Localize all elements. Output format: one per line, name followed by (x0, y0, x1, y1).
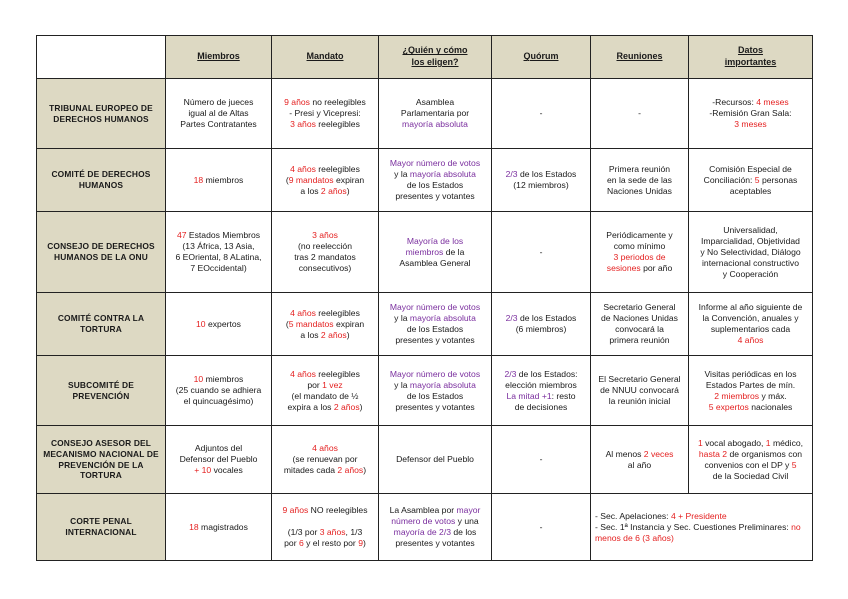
text: (1/3 por (287, 527, 320, 537)
cell-quien (379, 79, 492, 149)
cell-reuniones (591, 293, 689, 356)
text: 9 mandatos (288, 174, 334, 185)
text: sesiones (606, 263, 641, 273)
col-header-datos-line1: Datos (737, 45, 763, 56)
cell-quien (379, 356, 492, 426)
cell-miembros (166, 293, 272, 356)
table-row (37, 79, 813, 149)
text: no reelegibles (309, 97, 366, 107)
text: reelegibles (315, 163, 360, 174)
cell-miembros (166, 79, 272, 149)
text: médico, (770, 437, 804, 448)
table-row (37, 494, 813, 561)
text: expiran (333, 318, 365, 329)
text: miembros (203, 174, 244, 185)
text: la Convención, anuales y (702, 313, 799, 323)
text: (se renuevan por (292, 454, 358, 464)
text: por (307, 379, 323, 390)
text: 18 (193, 174, 204, 185)
row-header-cpi: CORTE PENAL INTERNACIONAL (37, 494, 166, 561)
text: 2/3 (504, 368, 517, 379)
text: reelegibles (315, 307, 360, 318)
text: de la Sociedad Civil (712, 470, 789, 481)
text: de los Estados (517, 313, 577, 323)
text: primera reunión (609, 335, 670, 345)
cell-datos (689, 79, 813, 149)
col-header-quorum: Quórum (492, 36, 591, 79)
cell-reuniones: - (591, 79, 689, 149)
comparison-table (36, 35, 813, 561)
text: de los Estados (406, 324, 464, 334)
text: 6 EOriental, 8 ALatina, (175, 252, 262, 262)
cell-mandato (272, 79, 379, 149)
text: de los Estados (406, 180, 464, 190)
text: nacionales (748, 401, 793, 412)
text: 2 años (333, 401, 360, 412)
corner-cell (37, 36, 166, 79)
text: presentes y votantes (395, 335, 475, 345)
col-header-quien (379, 36, 492, 79)
text: -Remisión Gran Sala: (709, 108, 792, 118)
cell-reuniones (591, 212, 689, 293)
text: ) (362, 538, 366, 548)
text: 2 veces (643, 448, 674, 459)
text: reelegibles (315, 119, 360, 129)
text: presentes y votantes (395, 191, 475, 201)
text: (no reelección (298, 241, 352, 251)
text: - Presi y Vicepresi: (289, 108, 361, 118)
cell-reuniones (591, 426, 689, 494)
cell-mandato (272, 149, 379, 212)
text: de organismos con (727, 448, 803, 459)
cell-quien (379, 293, 492, 356)
text: Comisión Especial de (709, 163, 792, 174)
cell-mandato (272, 212, 379, 293)
text: magistrados (198, 521, 248, 532)
text: a los (300, 329, 321, 340)
text: no menos de 6 (3 años) (595, 521, 801, 543)
text: Conciliación: (703, 174, 755, 185)
row-header-spt: SUBCOMITÉ DE PREVENCIÓN (37, 356, 166, 426)
text: 47 (176, 230, 187, 240)
table-row (37, 212, 813, 293)
text: mayoría de 2/3 (393, 527, 451, 537)
text: en la sede de las (607, 174, 672, 185)
text: ) (359, 401, 363, 412)
text: de NNUU convocará (600, 385, 679, 395)
text: 10 (193, 374, 204, 384)
text: de los (451, 527, 477, 537)
text: Al menos (605, 448, 644, 459)
text: mayoría absoluta (409, 313, 476, 323)
col-header-datos-line2: importantes (724, 57, 777, 67)
cell-datos (689, 149, 813, 212)
text: Naciones Unidas (607, 185, 672, 196)
row-header-tedh: TRIBUNAL EUROPEO DE DERECHOS HUMANOS (37, 79, 166, 149)
text: 2/3 (505, 169, 518, 179)
text: Mayor número de votos (389, 302, 481, 312)
text: (12 miembros) (513, 180, 569, 190)
text: a los (300, 185, 321, 196)
cell-quorum (492, 356, 591, 426)
col-header-datos (689, 36, 813, 79)
text: internacional constructivo (702, 257, 799, 268)
text: 2 años (320, 185, 347, 196)
text: Informe al año siguiente de (698, 302, 803, 312)
text: 2 miembros (714, 390, 760, 401)
text: (6 miembros) (515, 324, 567, 334)
text: La mitad +1 (506, 390, 552, 401)
table-row (37, 426, 813, 494)
text: Mayoría de los (406, 235, 464, 246)
cell-datos (689, 356, 813, 426)
text: Imparcialidad, Objetividad (701, 235, 800, 246)
text: - Sec. Apelaciones: (595, 510, 671, 521)
text: (el mandato de ½ (291, 390, 359, 401)
text: presentes y votantes (395, 538, 475, 548)
text: de la (443, 246, 465, 257)
cell-quien: Defensor del Pueblo (379, 426, 492, 494)
row-header-cdh: COMITÉ DE DERECHOS HUMANOS (37, 149, 166, 212)
text: Asamblea General (399, 257, 471, 268)
text: y el resto por (303, 538, 359, 548)
text: 4 meses (756, 97, 789, 107)
text: elección miembros (505, 379, 577, 390)
text: Parlamentaria por (400, 108, 470, 118)
text: 1 vez (322, 379, 343, 390)
text: y la (394, 313, 410, 323)
cell-miembros (166, 212, 272, 293)
text: 9 (358, 538, 363, 548)
text: 2 años (320, 329, 347, 340)
cell-quien (379, 212, 492, 293)
text: aceptables (729, 185, 772, 196)
text: de los Estados (517, 169, 577, 179)
text: Secretario General (603, 302, 676, 312)
text: ( (285, 174, 289, 185)
text: -Recursos: (712, 97, 757, 107)
text: 3 meses (734, 119, 767, 129)
text: la reunión inicial (608, 396, 671, 406)
text: mitades cada (283, 465, 338, 475)
text: 5 expertos (708, 401, 749, 412)
text: Periódicamente y (606, 230, 673, 240)
text: 5 (791, 459, 797, 470)
header-row (37, 36, 813, 79)
text: 4 años (290, 368, 316, 379)
text: el quincuagésimo) (183, 396, 254, 406)
text: Estados Miembros (186, 230, 261, 240)
cell-quorum (492, 293, 591, 356)
text: El Secretario General (598, 374, 681, 384)
text: expiran (333, 174, 365, 185)
text: Visitas periódicas en los (704, 368, 797, 379)
text: 1 (765, 437, 771, 448)
text: 6 (298, 538, 304, 548)
cell-mandato (272, 494, 379, 561)
text: tras 2 mandatos (294, 252, 356, 262)
text: 2 años (337, 465, 364, 475)
text: convenios con el DP y (704, 459, 792, 470)
text: por año (640, 263, 673, 273)
text: y No Selectividad, Diálogo (700, 246, 801, 257)
text: 7 EOccidental) (190, 263, 247, 273)
text: 5 mandatos (288, 318, 334, 329)
text: (13 África, 13 Asia, (182, 241, 255, 251)
row-header-cdh-onu: CONSEJO DE DERECHOS HUMANOS DE LA ONU (37, 212, 166, 293)
col-header-mandato: Mandato (272, 36, 379, 79)
cell-quien (379, 494, 492, 561)
text: Asamblea (415, 97, 455, 107)
text: convocará la (615, 324, 664, 334)
text: 5 (754, 174, 760, 185)
cell-quorum: - (492, 79, 591, 149)
text: número de votos (391, 516, 456, 526)
text: Universalidad, (723, 224, 778, 235)
cell-mandato (272, 356, 379, 426)
text: Estados Partes de mín. (705, 379, 796, 390)
cell-reuniones (591, 149, 689, 212)
text: personas (759, 174, 798, 185)
text: Partes Contratantes (180, 119, 257, 129)
text: de Naciones Unidas (601, 313, 678, 323)
text: - Sec. 1ª Instancia y Sec. Cuestiones Preliminares: (595, 521, 792, 532)
text: y la (394, 379, 410, 390)
col-header-quien-line1: ¿Quién y cómo (402, 45, 468, 56)
text: + (194, 465, 202, 475)
table-row (37, 356, 813, 426)
cell-datos (689, 293, 813, 356)
cell-quorum: - (492, 212, 591, 293)
cell-datos (689, 426, 813, 494)
text: Primera reunión (608, 163, 671, 174)
col-header-reuniones: Reuniones (591, 36, 689, 79)
text: hasta 2 (698, 448, 728, 459)
text: miembros (405, 246, 444, 257)
text: 9 años (282, 505, 309, 515)
cell-miembros (166, 356, 272, 426)
col-header-quien-line2: los eligen? (411, 57, 459, 67)
text: 4 años (737, 335, 764, 345)
table-row (37, 149, 813, 212)
row-header-cam: CONSEJO ASESOR DEL MECANISMO NACIONAL DE PREVENCIÓN DE LA TORTURA (37, 426, 166, 494)
text: suplementarios cada (710, 324, 791, 334)
text: reelegibles (315, 368, 360, 379)
text: , 1/3 (345, 527, 363, 537)
text: de decisiones (514, 401, 568, 412)
text: 3 años (319, 527, 346, 537)
text: mayor (456, 505, 481, 515)
text: igual al de Altas (188, 108, 249, 118)
text: por (284, 538, 299, 548)
text: ) (346, 329, 350, 340)
row-header-cct: COMITÉ CONTRA LA TORTURA (37, 293, 166, 356)
text: Mayor número de votos (389, 368, 481, 379)
text: expertos (205, 318, 241, 329)
cell-mandato (272, 426, 379, 494)
text: de los Estados: (516, 368, 578, 379)
text: 4 + Presidente (670, 510, 727, 521)
cell-quorum (492, 149, 591, 212)
cell-quorum: - (492, 426, 591, 494)
text: (25 cuando se adhiera (175, 385, 262, 395)
text: al año (627, 459, 652, 470)
cell-miembros (166, 149, 272, 212)
text: 3 años (312, 230, 338, 240)
text: Defensor del Pueblo (179, 454, 258, 464)
text: y una (455, 516, 479, 526)
text: 4 años (290, 163, 316, 174)
text: 10 (196, 318, 206, 329)
cell-miembros (166, 494, 272, 561)
cell-datos (689, 212, 813, 293)
text: presentes y votantes (395, 401, 475, 412)
table-row (37, 293, 813, 356)
cell-quien (379, 149, 492, 212)
text: Mayor número de votos (389, 158, 481, 168)
text: 3 años (290, 119, 316, 129)
text: de los Estados (406, 390, 464, 401)
text: y máx. (759, 390, 787, 401)
text: NO reelegibles (308, 505, 368, 515)
text: Número de jueces (183, 97, 254, 107)
text: mayoría absoluta (409, 379, 476, 390)
cell-miembros (166, 426, 272, 494)
text: 1 (697, 437, 703, 448)
text: Adjuntos del (194, 443, 243, 453)
text: La Asamblea por (389, 505, 457, 515)
text: 2/3 (505, 313, 518, 323)
text: 3 periodos de (613, 252, 666, 262)
text: como mínimo (613, 241, 666, 251)
text: 9 años (284, 97, 310, 107)
col-header-miembros: Miembros (166, 36, 272, 79)
text: miembros (203, 374, 244, 384)
text: consecutivos) (298, 263, 352, 273)
text: ) (346, 185, 350, 196)
cell-reuniones-datos (591, 494, 813, 561)
text: expira a los (287, 401, 334, 412)
text: y Cooperación (722, 268, 779, 279)
cell-reuniones (591, 356, 689, 426)
text: vocal abogado, (702, 437, 766, 448)
text: mayoría absoluta (402, 119, 468, 129)
text: 4 años (312, 443, 338, 453)
text: ) (363, 465, 367, 475)
cell-mandato (272, 293, 379, 356)
text: 18 (189, 521, 199, 532)
text: 4 años (290, 307, 316, 318)
cell-quorum: - (492, 494, 591, 561)
text: ( (285, 318, 289, 329)
text: vocales (211, 465, 243, 475)
text: : resto (551, 390, 576, 401)
text: y la (394, 169, 410, 179)
text: mayoría absoluta (409, 169, 476, 179)
text: 10 (201, 465, 212, 475)
